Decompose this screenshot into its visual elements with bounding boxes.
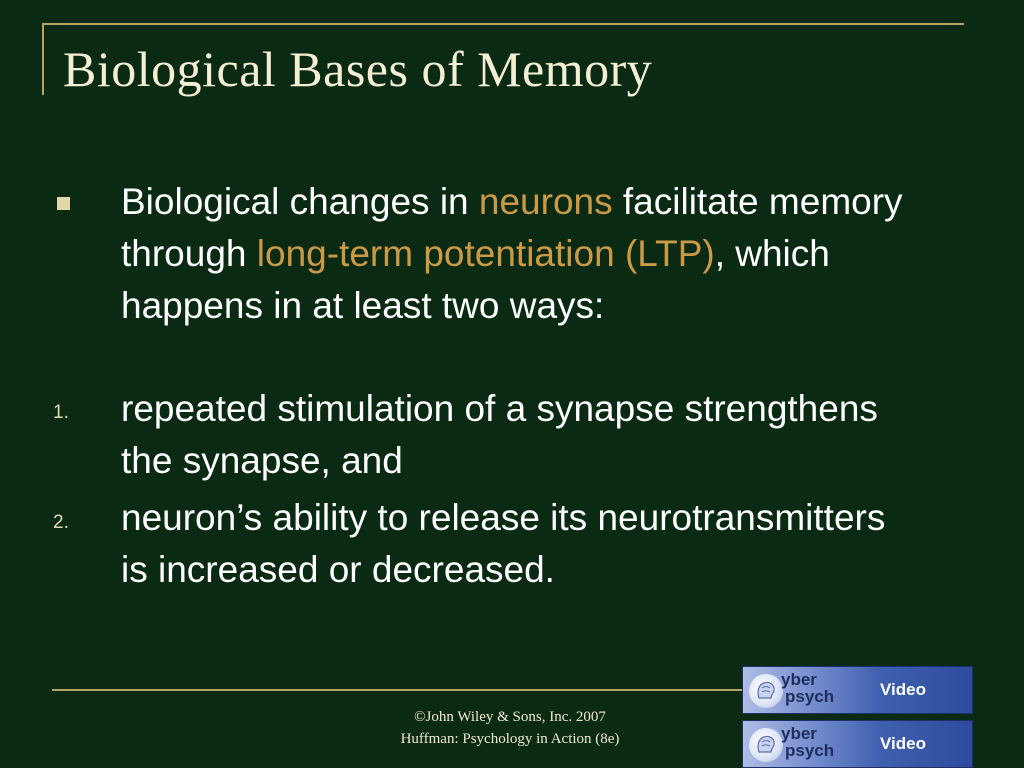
numbered-marker-2: 2.	[53, 512, 69, 533]
logo-line-2: psych	[785, 687, 835, 706]
bullet-text-part3: , which happens in at least two ways:	[121, 233, 830, 326]
logo-line-1: yber	[781, 724, 817, 743]
cyberpsych-logo-text	[773, 671, 834, 705]
bullet-text-part2: facilitate memory through	[121, 181, 903, 274]
numbered-marker-1: 1.	[53, 402, 69, 423]
footer-copyright: ©John Wiley & Sons, Inc. 2007	[414, 709, 606, 725]
footer	[300, 706, 720, 750]
video-button-label: Video	[880, 734, 926, 753]
term-neurons: neurons	[478, 181, 613, 222]
logo-line-1: yber	[781, 670, 817, 689]
numbered-item-2: neuron’s ability to release its neurotransmitters is increased or decreased.	[121, 497, 886, 590]
numbered-item-1: repeated stimulation of a synapse strengthens the synapse, and	[121, 388, 878, 481]
term-ltp: long-term potentiation (LTP)	[256, 233, 715, 274]
cyberpsych-video-button-2[interactable]	[742, 720, 973, 768]
cyberpsych-video-button-1[interactable]	[742, 666, 973, 714]
footer-citation: Huffman: Psychology in Action (8e)	[400, 731, 620, 747]
left-divider	[42, 23, 44, 95]
logo-line-2: psych	[785, 741, 835, 760]
bullet-square-icon	[57, 197, 70, 210]
slide-title: Biological Bases of Memory	[63, 41, 653, 97]
bottom-divider	[52, 689, 742, 691]
cyberpsych-logo-text	[773, 725, 834, 759]
top-divider	[44, 23, 964, 25]
bullet-text-part1: Biological changes in	[121, 181, 479, 222]
video-button-label: Video	[880, 680, 926, 699]
bullet-item	[121, 176, 921, 332]
